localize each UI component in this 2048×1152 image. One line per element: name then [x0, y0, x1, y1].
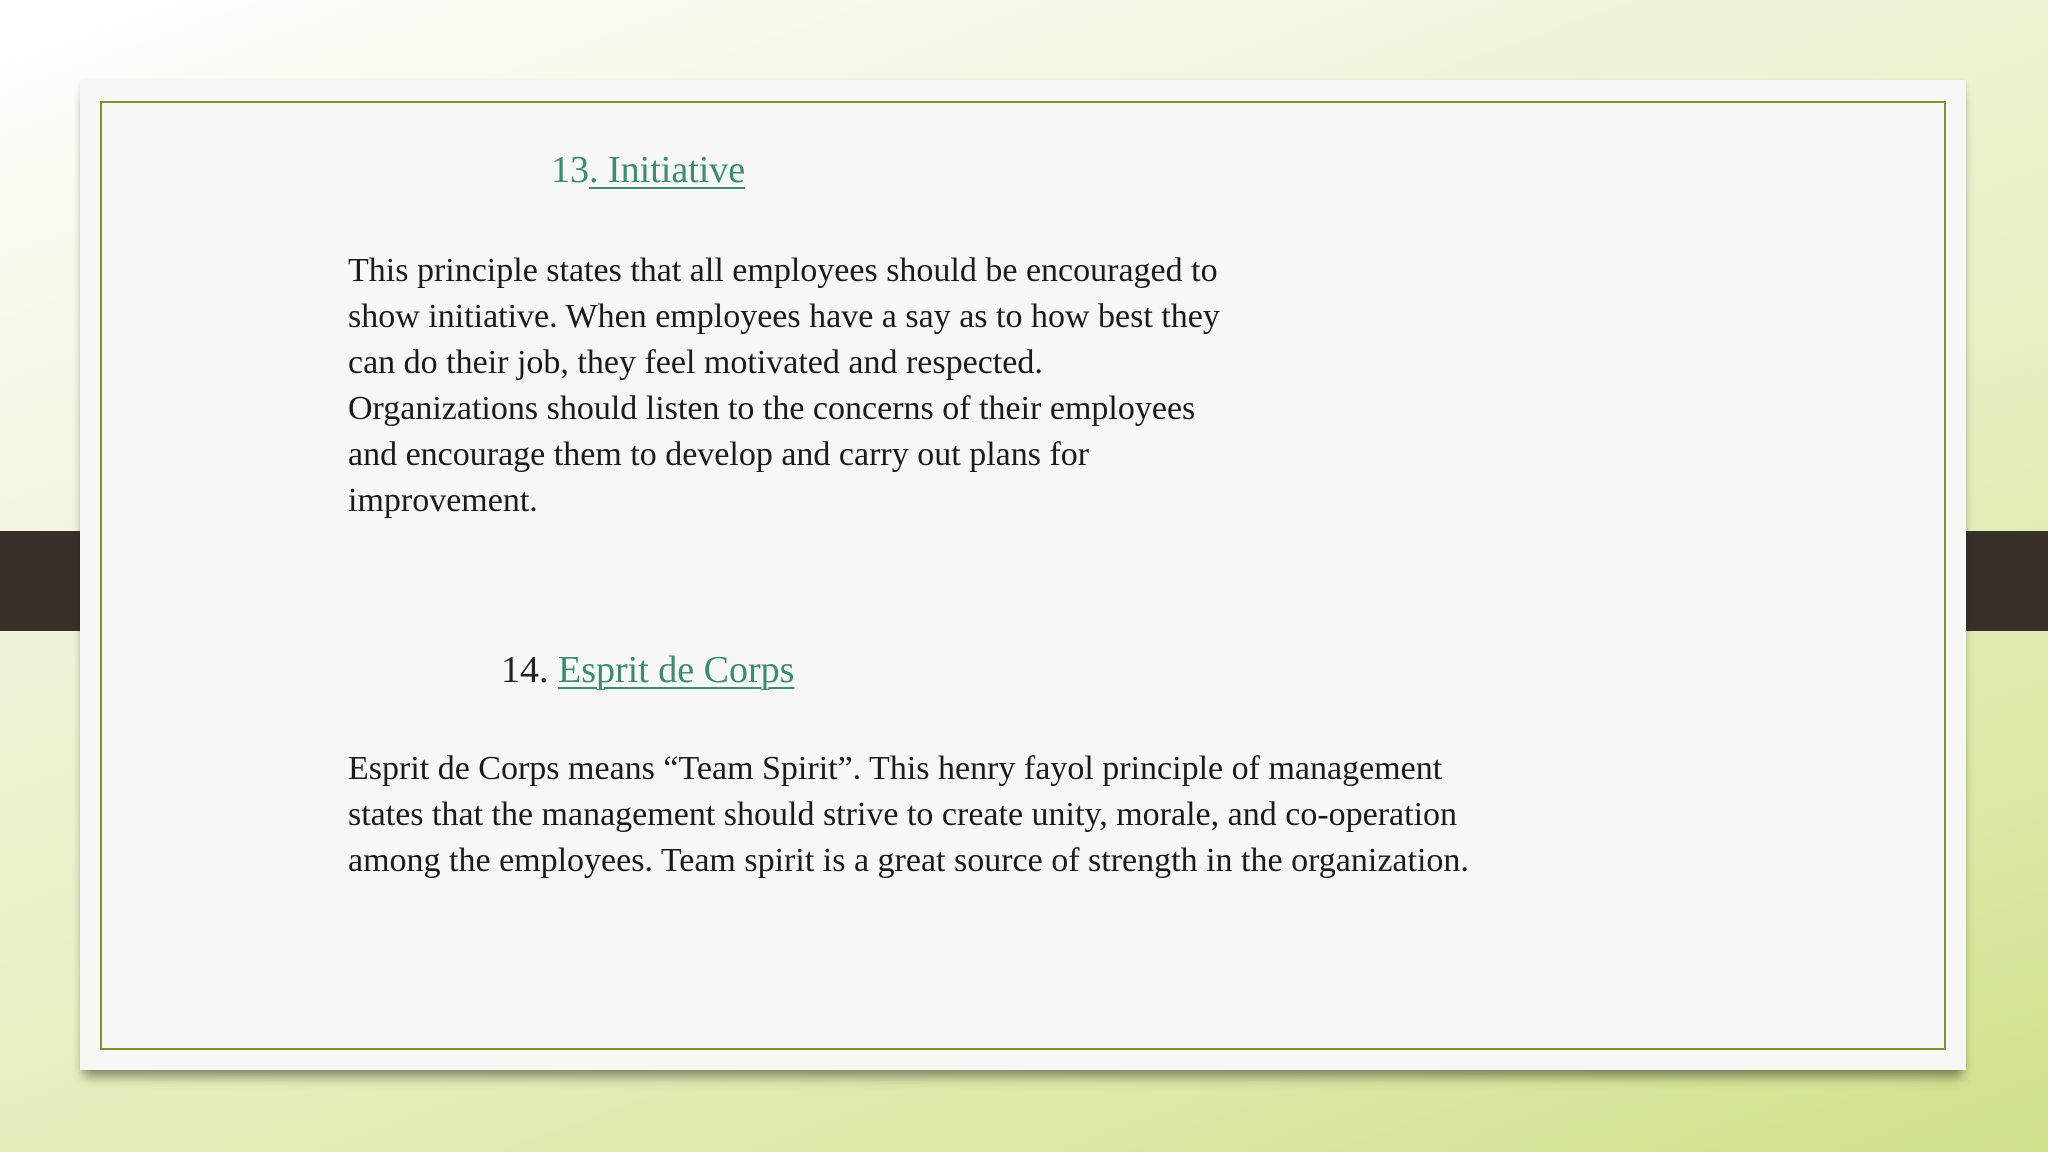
initiative-link[interactable]: . Initiative — [589, 149, 746, 191]
initiative-paragraph — [348, 248, 1348, 524]
heading-number-14: 14. — [501, 649, 549, 691]
paragraph-line: Esprit de Corps means “Team Spirit”. This henry fayol principle of management — [348, 750, 1443, 787]
esprit-de-corps-paragraph — [348, 746, 1908, 884]
paragraph-line: show initiative. When employees have a say as to how best they — [348, 298, 1220, 335]
paragraph-line: can do their job, they feel motivated and respected. — [348, 344, 1043, 381]
paragraph-line: Organizations should listen to the concerns of their employees — [348, 390, 1196, 427]
slide-paper — [80, 80, 1966, 1070]
heading-initiative — [551, 148, 745, 192]
heading-esprit-de-corps — [501, 648, 794, 692]
paragraph-line: improvement. — [348, 482, 538, 519]
paragraph-line: This principle states that all employees should be encouraged to — [348, 252, 1218, 289]
paragraph-line: and encourage them to develop and carry out plans for — [348, 436, 1090, 473]
slide-frame-border — [100, 101, 1946, 1050]
paragraph-line: states that the management should strive to create unity, morale, and co-operation — [348, 796, 1458, 833]
paragraph-line: among the employees. Team spirit is a great source of strength in the organization. — [348, 842, 1469, 879]
esprit-de-corps-link[interactable]: Esprit de Corps — [558, 649, 795, 691]
heading-number-13: 13 — [551, 149, 589, 191]
